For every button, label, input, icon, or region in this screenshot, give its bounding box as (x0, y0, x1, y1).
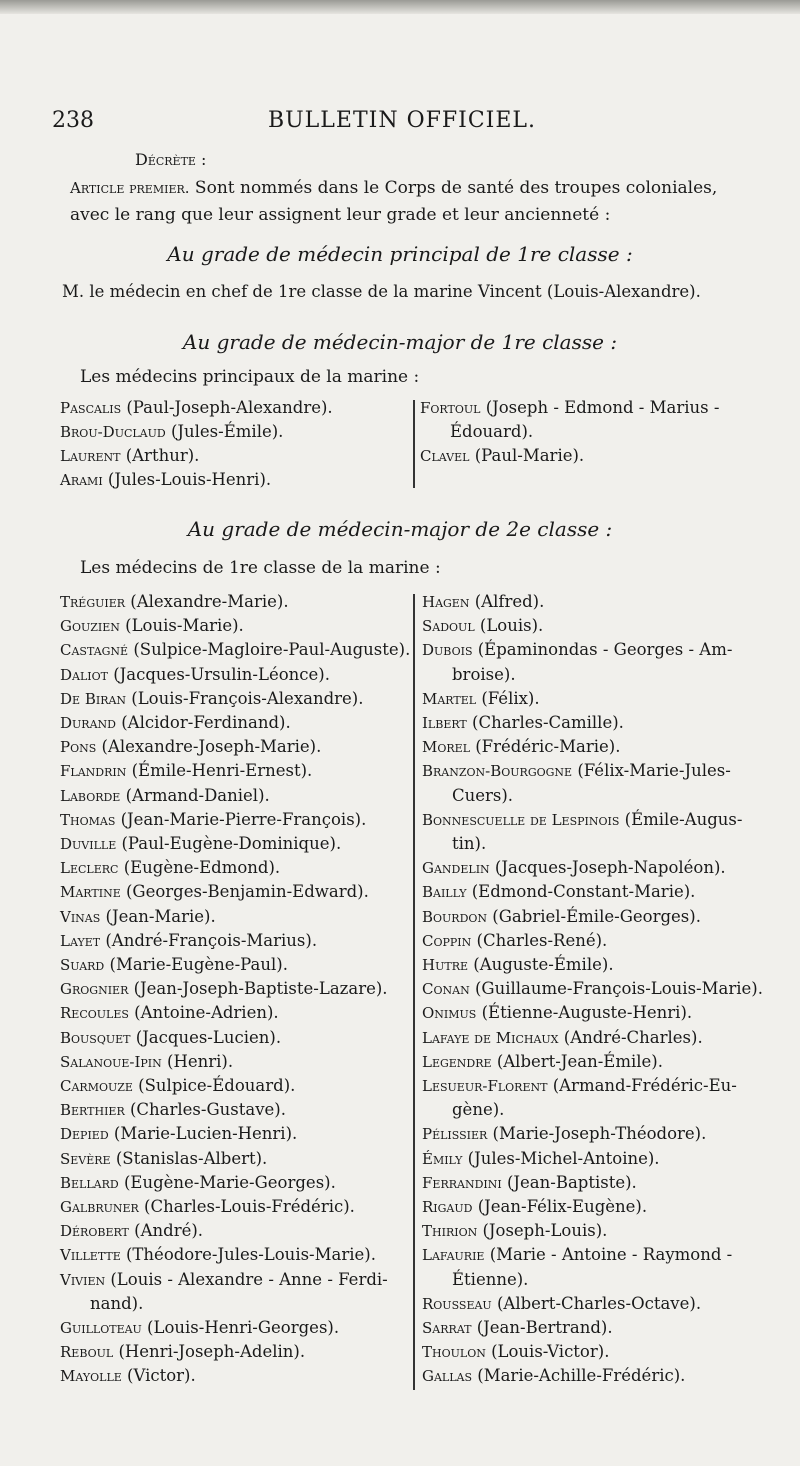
surname: Lafaurie (422, 1246, 485, 1265)
given-names: (Armand-Frédéric-Eu- (547, 1076, 737, 1095)
given-names: (Félix-Marie-Jules- (572, 761, 731, 781)
given-names: (Antoine-Adrien). (128, 1003, 279, 1023)
surname: Gandelin (422, 859, 490, 878)
surname: Depied (60, 1125, 109, 1144)
surname: Thirion (422, 1222, 478, 1241)
surname: Flandrin (60, 762, 127, 781)
list-item (422, 761, 731, 780)
surname: Martel (422, 689, 477, 708)
section3-intro: Les médecins de 1re classe de la marine : (80, 558, 441, 578)
given-names: (Théodore-Jules-Louis-Marie). (120, 1245, 376, 1265)
surname: Sadoul (422, 617, 475, 636)
list-item (422, 786, 513, 805)
list-item (422, 1197, 647, 1216)
surname: Lafaye de Michaux (422, 1028, 559, 1047)
surname: Reboul (60, 1343, 114, 1362)
list-item (422, 979, 763, 998)
surname: Dubois (422, 641, 473, 660)
list-item (60, 931, 317, 950)
given-names: (Alexandre-Marie). (125, 592, 289, 611)
list-item (60, 810, 366, 829)
list-item (60, 616, 244, 635)
given-names: (Albert-Charles-Octave). (491, 1293, 702, 1313)
list-item (60, 761, 312, 780)
list-item (422, 882, 695, 901)
given-names: (Louis-Victor). (485, 1342, 610, 1362)
surname: Gouzien (60, 617, 120, 636)
given-names: (Sulpice-Magloire-Paul-Auguste). (128, 640, 411, 660)
list-item (60, 1270, 388, 1289)
surname: Fortoul (420, 399, 481, 417)
list-item (420, 398, 719, 417)
list-item (60, 689, 363, 708)
list-item (60, 955, 288, 974)
list-item (420, 446, 584, 465)
list-item (422, 1028, 703, 1047)
surname: Coppin (422, 931, 472, 950)
surname: Hutre (422, 956, 469, 974)
given-names: broise). (452, 664, 516, 684)
list-item (60, 1366, 196, 1385)
surname: Arami (60, 471, 103, 489)
surname: Bousquet (60, 1028, 131, 1047)
list-item (60, 1124, 297, 1143)
surname: Lesueur-Florent (422, 1077, 548, 1095)
list-item (60, 398, 333, 417)
surname: Conan (422, 980, 470, 999)
surname: Rousseau (422, 1294, 492, 1313)
surname: Hagen (422, 593, 470, 611)
list-item (60, 737, 321, 756)
given-names: (Jules-Louis-Henri). (102, 470, 272, 489)
surname: Pascalis (60, 399, 122, 417)
given-names: (Louis-Marie). (119, 616, 244, 636)
surname: Martine (60, 883, 121, 902)
list-item (60, 422, 283, 441)
given-names: tin). (452, 834, 487, 853)
surname: Vinas (60, 907, 101, 926)
list-item (422, 955, 614, 974)
list-item (422, 1003, 692, 1022)
section1-line: M. le médecin en chef de 1re classe de la marine Vincent (Louis-Alexandre). (62, 282, 701, 301)
list-item (422, 1052, 663, 1071)
surname: Legendre (422, 1052, 492, 1071)
given-names: (Marie-Eugène-Paul). (104, 955, 288, 974)
surname: Thoulon (422, 1343, 486, 1362)
list-item (60, 446, 199, 465)
surname: Pons (60, 738, 97, 757)
given-names: (Jacques-Joseph-Napoléon). (489, 858, 726, 878)
given-names: (Jean-Félix-Eugène). (472, 1197, 648, 1216)
given-names: (André-Charles). (558, 1027, 703, 1047)
given-names: (Louis-François-Alexandre). (126, 688, 364, 708)
given-names: (Étienne-Auguste-Henri). (476, 1003, 693, 1023)
list-item (60, 665, 330, 684)
given-names: (Guillaume-François-Louis-Marie). (469, 979, 763, 999)
given-names: (Jean-Marie). (100, 906, 216, 926)
given-names: (Edmond-Constant-Marie). (466, 882, 696, 902)
surname: Branzon-Bourgogne (422, 762, 573, 781)
given-names: (Georges-Benjamin-Edward). (120, 882, 369, 902)
section2-intro: Les médecins principaux de la marine : (80, 367, 420, 387)
list-item (60, 1149, 267, 1168)
surname: Sarrat (422, 1319, 472, 1337)
surname: Bourdon (422, 907, 488, 926)
surname: Guilloteau (60, 1319, 142, 1337)
given-names: (Félix). (476, 688, 540, 708)
list-item (60, 1294, 143, 1313)
surname: Durand (60, 714, 116, 732)
surname: Leclerc (60, 859, 119, 878)
article-paragraph (70, 175, 760, 229)
list-item (60, 1076, 295, 1095)
given-names: (Marie - Antoine - Raymond - (484, 1245, 733, 1265)
surname: Suard (60, 956, 105, 974)
list-item (422, 1270, 528, 1289)
surname: De Biran (60, 689, 127, 708)
given-names: (Paul-Marie). (469, 446, 585, 465)
list-item (60, 713, 291, 732)
list-item (60, 1318, 339, 1337)
given-names: (Alcidor-Ferdinand). (115, 713, 291, 732)
surname: Recoules (60, 1004, 129, 1023)
given-names: (Henri-Joseph-Adelin). (113, 1342, 306, 1362)
list-item (422, 1100, 504, 1119)
list-item (60, 834, 341, 853)
list-item (422, 592, 544, 611)
list-item (422, 737, 620, 756)
list-item (422, 931, 607, 950)
scan-edge (0, 0, 800, 14)
surname: Pélissier (422, 1125, 488, 1144)
given-names: (Émile-Augus- (619, 809, 743, 829)
given-names: (Arthur). (120, 446, 200, 465)
list-item (422, 1245, 732, 1264)
given-names: (Marie-Achille-Frédéric). (472, 1366, 686, 1386)
list-item (422, 1173, 637, 1192)
given-names: (Jules-Michel-Antoine). (462, 1148, 660, 1168)
page-header (52, 108, 752, 138)
list-item (60, 858, 280, 877)
surname: Bellard (60, 1173, 119, 1192)
section3-heading: Au grade de médecin-major de 2e classe : (187, 517, 613, 541)
surname: Duville (60, 835, 117, 853)
list-item (422, 713, 624, 732)
given-names: (Louis - Alexandre - Anne - Ferdi- (105, 1269, 388, 1289)
list-item (60, 979, 388, 998)
section2-heading: Au grade de médecin-major de 1re classe : (182, 330, 618, 354)
list-item (60, 640, 410, 659)
surname: Tréguier (60, 593, 126, 611)
surname: Vivien (60, 1270, 106, 1289)
given-names: Étienne). (452, 1269, 529, 1289)
section1-heading: Au grade de médecin principal de 1re classe : (167, 242, 633, 266)
given-names: (Joseph - Edmond - Marius - (480, 398, 720, 417)
list-item (420, 422, 533, 441)
given-names: (Stanislas-Albert). (110, 1148, 268, 1168)
surname: Galbruner (60, 1198, 139, 1216)
given-names: (Louis-Henri-Georges). (141, 1318, 340, 1337)
list-item (60, 1100, 286, 1119)
given-names: (Charles-Gustave). (124, 1100, 286, 1120)
list-item (60, 786, 270, 805)
list-item (422, 1318, 613, 1337)
column-divider (413, 594, 415, 1390)
list-item (422, 1342, 609, 1361)
list-item (60, 592, 289, 611)
article-text: Sont nommés dans le Corps de santé des troupes coloniales, avec le rang que leur assignent leur grade et leur ancienneté : (70, 178, 718, 225)
given-names: (Victor). (121, 1366, 196, 1386)
given-names: (Épaminondas - Georges - Am- (472, 640, 733, 660)
list-item (60, 1342, 305, 1361)
given-names: (Jacques-Ursulin-Léonce). (107, 664, 330, 684)
list-item (422, 1124, 706, 1143)
given-names: (Jean-Baptiste). (501, 1172, 637, 1192)
given-names: (Joseph-Louis). (477, 1221, 608, 1241)
surname: Rigaud (422, 1198, 473, 1216)
surname: Ilbert (422, 714, 467, 732)
list-item (422, 907, 701, 926)
surname: Grognier (60, 980, 129, 999)
list-item (60, 1003, 279, 1022)
given-names: Édouard). (450, 422, 534, 441)
article-lead: Article premier. (70, 179, 190, 197)
given-names: (Alexandre-Joseph-Marie). (96, 737, 322, 757)
given-names: gène). (452, 1100, 505, 1120)
given-names: (Jean-Joseph-Baptiste-Lazare). (128, 979, 388, 999)
list-item (422, 689, 540, 708)
surname: Castagné (60, 641, 129, 660)
list-item (422, 1149, 660, 1168)
surname: Layet (60, 931, 101, 950)
surname: Bailly (422, 883, 467, 902)
given-names: (Auguste-Émile). (468, 955, 614, 974)
given-names: (Marie-Joseph-Théodore). (487, 1124, 707, 1144)
list-item (60, 907, 216, 926)
given-names: (Frédéric-Marie). (470, 737, 621, 757)
list-item (60, 1221, 203, 1240)
list-item (422, 834, 486, 853)
surname: Dérobert (60, 1222, 129, 1241)
surname: Ferrandini (422, 1173, 502, 1192)
surname: Onimus (422, 1004, 477, 1023)
given-names: (Sulpice-Édouard). (132, 1076, 296, 1095)
surname: Clavel (420, 447, 470, 465)
surname: Gallas (422, 1367, 473, 1386)
given-names: (Charles-René). (471, 930, 608, 950)
given-names: (Jacques-Lucien). (130, 1027, 282, 1047)
list-item (422, 640, 732, 659)
list-item (422, 1366, 685, 1385)
given-names: (Jean-Marie-Pierre-François). (115, 809, 367, 829)
list-item (60, 1173, 336, 1192)
surname: Salanoue-Ipin (60, 1052, 162, 1071)
surname: Bonnescuelle de Lespinois (422, 810, 620, 829)
list-item (422, 1294, 701, 1313)
given-names: (André). (128, 1221, 204, 1241)
given-names: (Paul-Eugène-Dominique). (116, 834, 342, 853)
list-item (422, 810, 742, 829)
surname: Brou-Duclaud (60, 423, 166, 441)
list-item (422, 1076, 737, 1095)
given-names: (Henri). (161, 1051, 234, 1071)
list-item (422, 858, 726, 877)
surname: Daliot (60, 665, 108, 684)
list-item (422, 616, 543, 635)
list-item (60, 470, 271, 489)
surname: Laurent (60, 447, 121, 465)
decrete-label: Décrète : (135, 150, 207, 169)
running-title: BULLETIN OFFICIEL. (267, 108, 537, 133)
list-item (60, 1028, 281, 1047)
surname: Carmouze (60, 1077, 133, 1095)
given-names: (Eugène-Marie-Georges). (118, 1172, 336, 1192)
surname: Thomas (60, 810, 116, 829)
given-names: (Louis). (474, 616, 544, 636)
given-names: (André-François-Marius). (100, 930, 318, 950)
surname: Émily (422, 1149, 463, 1168)
given-names: (Jules-Émile). (165, 422, 284, 441)
list-item (422, 1221, 607, 1240)
given-names: (Paul-Joseph-Alexandre). (121, 398, 333, 417)
list-item (60, 1197, 355, 1216)
surname: Mayolle (60, 1367, 122, 1386)
surname: Laborde (60, 786, 121, 805)
given-names: (Marie-Lucien-Henri). (108, 1124, 298, 1144)
list-item (60, 882, 369, 901)
surname: Villette (60, 1246, 121, 1265)
list-item (422, 665, 516, 684)
given-names: Cuers). (452, 785, 514, 805)
page-number: 238 (52, 108, 94, 133)
list-item (60, 1245, 376, 1264)
given-names: (Charles-Camille). (466, 713, 624, 732)
given-names: (Charles-Louis-Frédéric). (138, 1197, 355, 1216)
given-names: (Alfred). (469, 592, 545, 611)
surname: Berthier (60, 1101, 125, 1120)
column-divider (413, 400, 415, 488)
surname: Morel (422, 738, 470, 757)
surname: Sevère (60, 1149, 111, 1168)
given-names: (Armand-Daniel). (120, 785, 270, 805)
given-names: (Albert-Jean-Émile). (491, 1051, 663, 1071)
given-names: (Jean-Bertrand). (471, 1318, 613, 1337)
given-names: (Émile-Henri-Ernest). (126, 761, 313, 781)
given-names: (Eugène-Edmond). (118, 858, 281, 878)
list-item (60, 1052, 233, 1071)
given-names: (Gabriel-Émile-Georges). (487, 906, 701, 926)
given-names: nand). (90, 1293, 144, 1313)
